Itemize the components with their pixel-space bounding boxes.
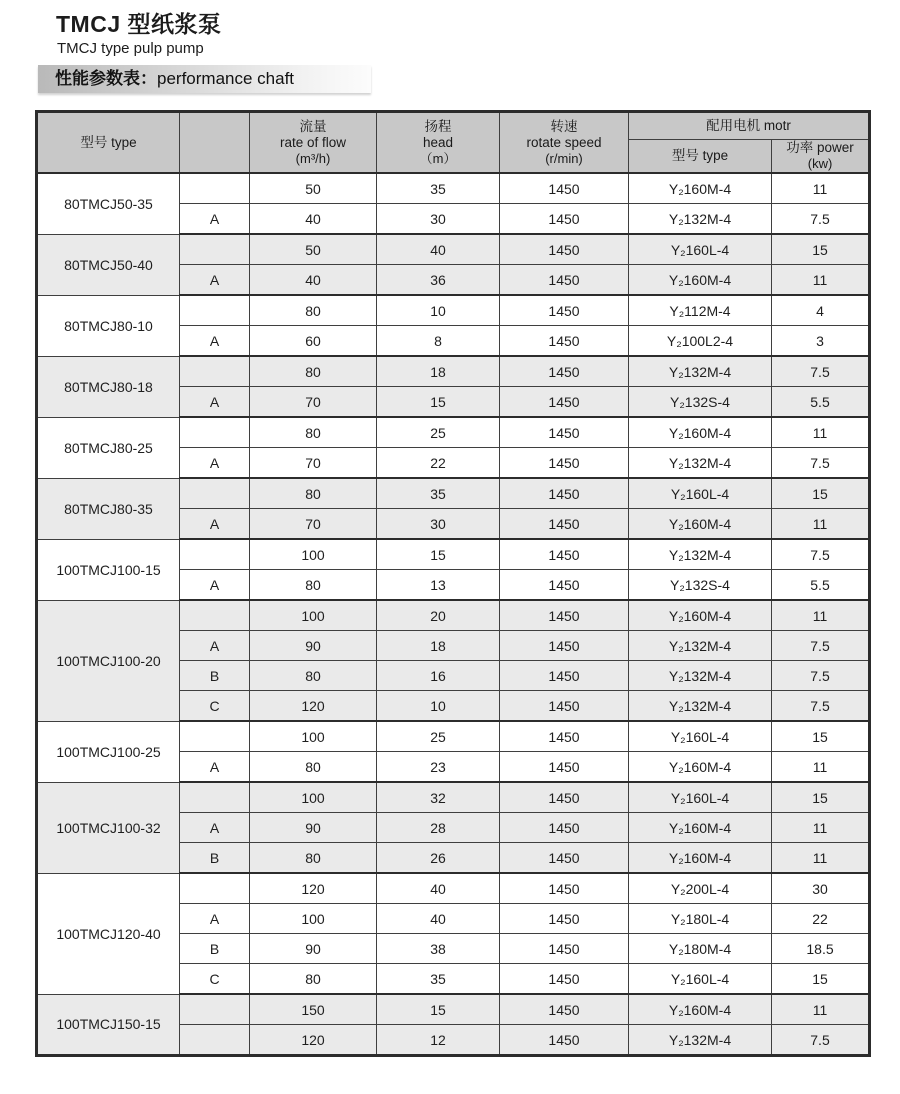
- table-row: [37, 478, 870, 509]
- power-cell: 22: [772, 904, 870, 934]
- header-head-en: head: [422, 134, 454, 150]
- speed-cell: 1450: [500, 813, 629, 843]
- variant-cell: A: [180, 204, 250, 235]
- power-cell: 11: [772, 265, 870, 296]
- head-cell: 18: [377, 631, 500, 661]
- motor-cell: Y₂132M-4: [629, 448, 772, 479]
- flow-cell: 80: [250, 478, 377, 509]
- motor-cell: Y₂132M-4: [629, 1025, 772, 1056]
- motor-cell: Y₂132M-4: [629, 631, 772, 661]
- power-cell: 18.5: [772, 934, 870, 964]
- head-cell: 25: [377, 721, 500, 752]
- banner-label-en: performance chaft: [157, 69, 295, 88]
- motor-cell: Y₂160L-4: [629, 964, 772, 995]
- head-cell: 8: [377, 326, 500, 357]
- pump-model-cell: 100TMCJ150-15: [37, 994, 180, 1056]
- header-speed-cn: 转速: [550, 118, 578, 134]
- table-row: [37, 234, 870, 265]
- variant-cell: A: [180, 326, 250, 357]
- motor-cell: Y₂160L-4: [629, 782, 772, 813]
- header-flow-cn: 流量: [299, 118, 327, 134]
- table-row: [37, 782, 870, 813]
- table-row: [37, 356, 870, 387]
- header-model: 型号 type: [37, 112, 180, 174]
- header-variant: [180, 112, 250, 174]
- head-cell: 36: [377, 265, 500, 296]
- head-cell: 35: [377, 478, 500, 509]
- motor-cell: Y₂160M-4: [629, 600, 772, 631]
- head-cell: 40: [377, 234, 500, 265]
- flow-cell: 90: [250, 934, 377, 964]
- flow-cell: 40: [250, 265, 377, 296]
- speed-cell: 1450: [500, 721, 629, 752]
- variant-cell: A: [180, 509, 250, 540]
- flow-cell: 40: [250, 204, 377, 235]
- flow-cell: 120: [250, 873, 377, 904]
- power-cell: 7.5: [772, 539, 870, 570]
- speed-cell: 1450: [500, 448, 629, 479]
- speed-cell: 1450: [500, 509, 629, 540]
- head-cell: 20: [377, 600, 500, 631]
- power-cell: 4: [772, 295, 870, 326]
- power-cell: 11: [772, 813, 870, 843]
- variant-cell: B: [180, 934, 250, 964]
- speed-cell: 1450: [500, 600, 629, 631]
- head-cell: 12: [377, 1025, 500, 1056]
- speed-cell: 1450: [500, 539, 629, 570]
- power-cell: 15: [772, 478, 870, 509]
- speed-cell: 1450: [500, 478, 629, 509]
- pump-model-cell: 80TMCJ80-35: [37, 478, 180, 539]
- head-cell: 18: [377, 356, 500, 387]
- head-cell: 22: [377, 448, 500, 479]
- power-cell: 11: [772, 994, 870, 1025]
- header-motor-group: 配用电机 motr: [629, 112, 870, 140]
- pump-model-cell: 100TMCJ100-32: [37, 782, 180, 873]
- head-cell: 26: [377, 843, 500, 874]
- head-cell: 10: [377, 295, 500, 326]
- motor-cell: Y₂160L-4: [629, 478, 772, 509]
- speed-cell: 1450: [500, 752, 629, 783]
- power-cell: 7.5: [772, 691, 870, 722]
- motor-cell: Y₂160M-4: [629, 994, 772, 1025]
- motor-cell: Y₂160L-4: [629, 721, 772, 752]
- speed-cell: 1450: [500, 873, 629, 904]
- head-cell: 32: [377, 782, 500, 813]
- header-head-unit: （m）: [419, 150, 457, 166]
- pump-model-cell: 80TMCJ80-25: [37, 417, 180, 478]
- table-body: [37, 173, 870, 1056]
- power-cell: 7.5: [772, 631, 870, 661]
- flow-cell: 150: [250, 994, 377, 1025]
- flow-cell: 60: [250, 326, 377, 357]
- header-flow: [250, 112, 377, 174]
- motor-cell: Y₂160M-4: [629, 509, 772, 540]
- flow-cell: 80: [250, 417, 377, 448]
- speed-cell: 1450: [500, 904, 629, 934]
- banner-label-cn: 性能参数表：: [55, 69, 157, 88]
- table-row: [37, 600, 870, 631]
- flow-cell: 100: [250, 721, 377, 752]
- page-title: TMCJ 型纸浆泵: [56, 11, 222, 37]
- header-motor-model: 型号 type: [629, 140, 772, 174]
- head-cell: 30: [377, 509, 500, 540]
- flow-cell: 80: [250, 843, 377, 874]
- power-cell: 30: [772, 873, 870, 904]
- motor-cell: Y₂100L2-4: [629, 326, 772, 357]
- flow-cell: 50: [250, 234, 377, 265]
- table-row: [37, 173, 870, 204]
- motor-cell: Y₂180L-4: [629, 904, 772, 934]
- flow-cell: 90: [250, 813, 377, 843]
- power-cell: 11: [772, 843, 870, 874]
- speed-cell: 1450: [500, 631, 629, 661]
- motor-cell: Y₂160M-4: [629, 752, 772, 783]
- speed-cell: 1450: [500, 295, 629, 326]
- variant-cell: A: [180, 813, 250, 843]
- speed-cell: 1450: [500, 417, 629, 448]
- power-cell: 7.5: [772, 661, 870, 691]
- table-row: [37, 873, 870, 904]
- variant-cell: [180, 417, 250, 448]
- motor-cell: Y₂200L-4: [629, 873, 772, 904]
- power-cell: 3: [772, 326, 870, 357]
- head-cell: 25: [377, 417, 500, 448]
- variant-cell: A: [180, 387, 250, 418]
- variant-cell: [180, 994, 250, 1025]
- power-cell: 7.5: [772, 204, 870, 235]
- flow-cell: 80: [250, 356, 377, 387]
- table-row: [37, 295, 870, 326]
- pump-model-cell: 100TMCJ100-25: [37, 721, 180, 782]
- head-cell: 10: [377, 691, 500, 722]
- motor-cell: Y₂132S-4: [629, 387, 772, 418]
- head-cell: 16: [377, 661, 500, 691]
- variant-cell: [180, 600, 250, 631]
- header-speed: [500, 112, 629, 174]
- flow-cell: 90: [250, 631, 377, 661]
- variant-cell: A: [180, 752, 250, 783]
- power-cell: 11: [772, 752, 870, 783]
- variant-cell: [180, 173, 250, 204]
- speed-cell: 1450: [500, 691, 629, 722]
- power-cell: 7.5: [772, 448, 870, 479]
- flow-cell: 100: [250, 782, 377, 813]
- variant-cell: [180, 356, 250, 387]
- pump-model-cell: 80TMCJ80-18: [37, 356, 180, 417]
- motor-cell: Y₂132S-4: [629, 570, 772, 601]
- power-cell: 11: [772, 509, 870, 540]
- power-cell: 7.5: [772, 356, 870, 387]
- head-cell: 15: [377, 539, 500, 570]
- flow-cell: 70: [250, 448, 377, 479]
- motor-cell: Y₂160L-4: [629, 234, 772, 265]
- speed-cell: 1450: [500, 964, 629, 995]
- speed-cell: 1450: [500, 173, 629, 204]
- flow-cell: 120: [250, 691, 377, 722]
- page-subtitle: TMCJ type pulp pump: [57, 40, 204, 57]
- flow-cell: 80: [250, 570, 377, 601]
- motor-cell: Y₂160M-4: [629, 265, 772, 296]
- head-cell: 23: [377, 752, 500, 783]
- header-motor-power: [772, 140, 870, 174]
- pump-model-cell: 80TMCJ50-35: [37, 173, 180, 234]
- variant-cell: [180, 295, 250, 326]
- performance-table: [35, 110, 871, 1057]
- header-flow-unit: (m³/h): [295, 150, 331, 166]
- head-cell: 40: [377, 904, 500, 934]
- variant-cell: A: [180, 570, 250, 601]
- power-cell: 15: [772, 721, 870, 752]
- flow-cell: 80: [250, 661, 377, 691]
- variant-cell: A: [180, 631, 250, 661]
- motor-cell: Y₂112M-4: [629, 295, 772, 326]
- table-row: [37, 539, 870, 570]
- flow-cell: 80: [250, 964, 377, 995]
- power-cell: 15: [772, 234, 870, 265]
- power-cell: 11: [772, 417, 870, 448]
- header-speed-en: rotate speed: [526, 134, 602, 150]
- section-banner: [38, 65, 371, 93]
- flow-cell: 120: [250, 1025, 377, 1056]
- variant-cell: [180, 539, 250, 570]
- power-cell: 11: [772, 600, 870, 631]
- table-row: [37, 994, 870, 1025]
- power-cell: 5.5: [772, 570, 870, 601]
- head-cell: 40: [377, 873, 500, 904]
- variant-cell: A: [180, 265, 250, 296]
- pump-model-cell: 80TMCJ80-10: [37, 295, 180, 356]
- motor-cell: Y₂132M-4: [629, 204, 772, 235]
- flow-cell: 100: [250, 539, 377, 570]
- variant-cell: B: [180, 843, 250, 874]
- header-motor-power-unit: (kw): [807, 156, 833, 171]
- power-cell: 15: [772, 782, 870, 813]
- power-cell: 5.5: [772, 387, 870, 418]
- power-cell: 11: [772, 173, 870, 204]
- motor-cell: Y₂160M-4: [629, 813, 772, 843]
- variant-cell: C: [180, 691, 250, 722]
- pump-model-cell: 80TMCJ50-40: [37, 234, 180, 295]
- head-cell: 15: [377, 994, 500, 1025]
- variant-cell: B: [180, 661, 250, 691]
- variant-cell: [180, 782, 250, 813]
- head-cell: 28: [377, 813, 500, 843]
- motor-cell: Y₂160M-4: [629, 417, 772, 448]
- flow-cell: 70: [250, 509, 377, 540]
- motor-cell: Y₂132M-4: [629, 356, 772, 387]
- variant-cell: A: [180, 448, 250, 479]
- variant-cell: [180, 478, 250, 509]
- variant-cell: A: [180, 904, 250, 934]
- head-cell: 15: [377, 387, 500, 418]
- motor-cell: Y₂160M-4: [629, 843, 772, 874]
- head-cell: 30: [377, 204, 500, 235]
- motor-cell: Y₂132M-4: [629, 539, 772, 570]
- speed-cell: 1450: [500, 356, 629, 387]
- flow-cell: 100: [250, 904, 377, 934]
- motor-cell: Y₂180M-4: [629, 934, 772, 964]
- pump-model-cell: 100TMCJ100-15: [37, 539, 180, 600]
- flow-cell: 80: [250, 295, 377, 326]
- speed-cell: 1450: [500, 204, 629, 235]
- pump-model-cell: 100TMCJ120-40: [37, 873, 180, 994]
- flow-cell: 80: [250, 752, 377, 783]
- power-cell: 15: [772, 964, 870, 995]
- speed-cell: 1450: [500, 265, 629, 296]
- flow-cell: 50: [250, 173, 377, 204]
- flow-cell: 70: [250, 387, 377, 418]
- speed-cell: 1450: [500, 994, 629, 1025]
- header-motor-power-label: 功率 power: [786, 140, 854, 155]
- variant-cell: [180, 1025, 250, 1056]
- speed-cell: 1450: [500, 934, 629, 964]
- header-head-cn: 扬程: [424, 118, 452, 134]
- speed-cell: 1450: [500, 843, 629, 874]
- speed-cell: 1450: [500, 387, 629, 418]
- header-speed-unit: (r/min): [545, 150, 583, 166]
- speed-cell: 1450: [500, 661, 629, 691]
- header-flow-en: rate of flow: [279, 134, 347, 150]
- head-cell: 38: [377, 934, 500, 964]
- speed-cell: 1450: [500, 1025, 629, 1056]
- speed-cell: 1450: [500, 782, 629, 813]
- head-cell: 13: [377, 570, 500, 601]
- motor-cell: Y₂160M-4: [629, 173, 772, 204]
- variant-cell: C: [180, 964, 250, 995]
- table-row: [37, 417, 870, 448]
- head-cell: 35: [377, 964, 500, 995]
- motor-cell: Y₂132M-4: [629, 661, 772, 691]
- flow-cell: 100: [250, 600, 377, 631]
- motor-cell: Y₂132M-4: [629, 691, 772, 722]
- variant-cell: [180, 873, 250, 904]
- variant-cell: [180, 721, 250, 752]
- speed-cell: 1450: [500, 326, 629, 357]
- table-header: [37, 112, 870, 174]
- speed-cell: 1450: [500, 234, 629, 265]
- power-cell: 7.5: [772, 1025, 870, 1056]
- speed-cell: 1450: [500, 570, 629, 601]
- table-row: [37, 721, 870, 752]
- pump-model-cell: 100TMCJ100-20: [37, 600, 180, 721]
- variant-cell: [180, 234, 250, 265]
- head-cell: 35: [377, 173, 500, 204]
- header-head: [377, 112, 500, 174]
